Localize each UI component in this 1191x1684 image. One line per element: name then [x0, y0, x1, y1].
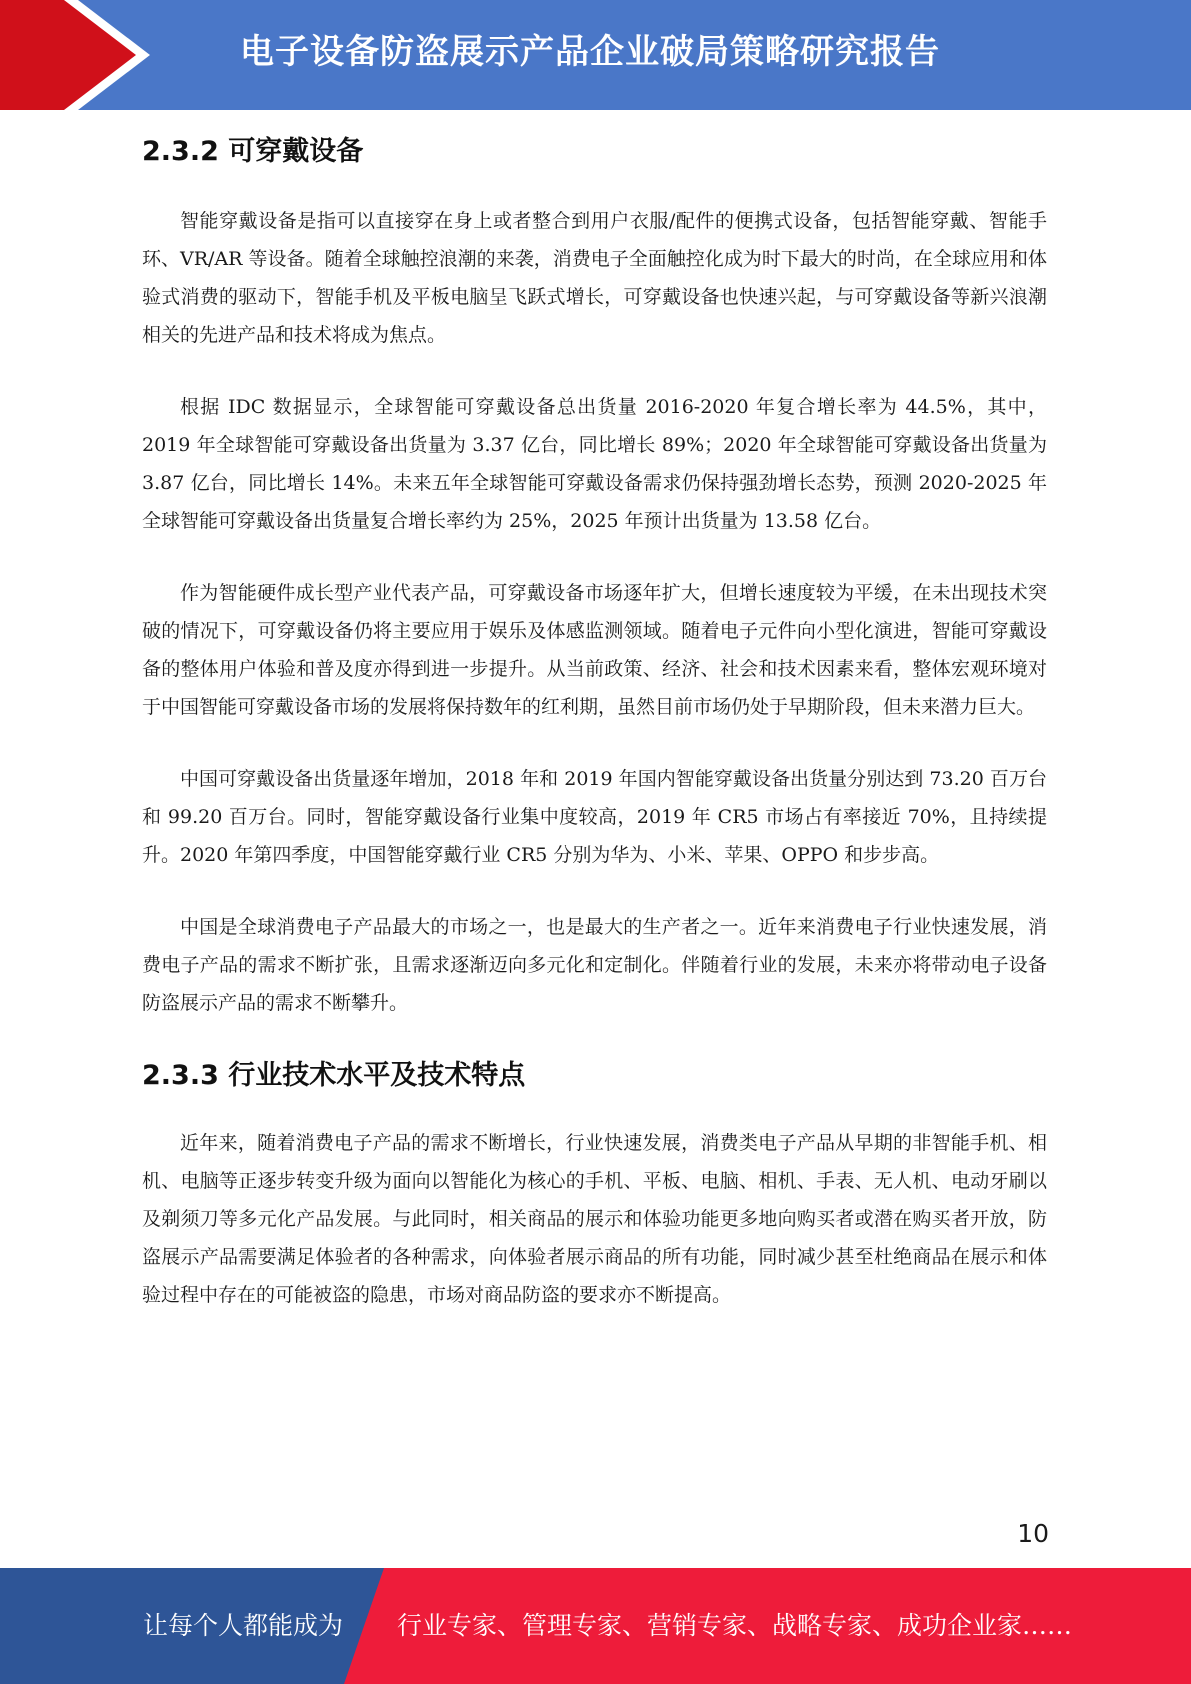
report-title: 电子设备防盗展示产品企业破局策略研究报告 [240, 32, 940, 72]
paragraph: 作为智能硬件成长型产业代表产品，可穿戴设备市场逐年扩大，但增长速度较为平缓，在未出现技术突破的情况下，可穿戴设备仍将主要应用于娱乐及体感监测领域。随着电子元件向小型化演进，智能可穿戴设备的整体用户体验和普及度亦得到进一步提升。从当前政策、经济、社会和技术因素来看，整体宏观环境对于中国智能可穿戴设备市场的发展将保持数年的红利期，虽然目前市场仍处于早期阶段，但未来潜力巨大。 [142, 582, 1047, 718]
section-heading-technology: 2.3.3 行业技术水平及技术特点 [142, 1060, 526, 1091]
section-heading-wearables: 2.3.2 可穿戴设备 [142, 136, 364, 167]
paragraph: 近年来，随着消费电子产品的需求不断增长，行业快速发展，消费类电子产品从早期的非智能手机、相机、电脑等正逐步转变升级为面向以智能化为核心的手机、平板、电脑、相机、手表、无人机、电动牙刷以及剃须刀等多元化产品发展。与此同时，相关商品的展示和体验功能更多地向购买者或潜在购买者开放，防盗展示产品需要满足体验者的各种需求，向体验者展示商品的所有功能，同时减少甚至杜绝商品在展示和体验过程中存在的可能被盗的隐患，市场对商品防盗的要求亦不断提高。 [142, 1132, 1047, 1306]
paragraph: 智能穿戴设备是指可以直接穿在身上或者整合到用户衣服/配件的便携式设备，包括智能穿戴、智能手环、VR/AR 等设备。随着全球触控浪潮的来袭，消费电子全面触控化成为时下最大的时尚，在全球应用和体验式消费的驱动下，智能手机及平板电脑呈飞跃式增长，可穿戴设备也快速兴起，与可穿戴设备等新兴浪潮相关的先进产品和技术将成为焦点。 [142, 210, 1047, 346]
chevron-red-shape [0, 0, 136, 110]
paragraph: 根据 IDC 数据显示，全球智能可穿戴设备总出货量 2016-2020 年复合增长率为 44.5%，其中，2019 年全球智能可穿戴设备出货量为 3.37 亿台，同比增长 89%；2020 年全球智能可穿戴设备出货量为 3.87 亿台，同比增长 14%。未来五年全球智能可穿戴设备需求仍保持强劲增长态势，预测 2020-2025 年全球智能可穿戴设备出货量复合增长率约为 25%，2025 年预计出货量为 13.58 亿台。 [142, 396, 1047, 532]
page-number: 10 [1017, 1519, 1049, 1548]
header-chevron-graphic [0, 0, 170, 110]
page-header [0, 0, 1191, 110]
footer-slogan-left: 让每个人都能成为 [143, 1611, 344, 1640]
main-content [142, 128, 1047, 1348]
footer-slogan-right: 行业专家、管理专家、营销专家、战略专家、成功企业家…… [397, 1611, 1073, 1640]
paragraph: 中国是全球消费电子产品最大的市场之一，也是最大的生产者之一。近年来消费电子行业快速发展，消费电子产品的需求不断扩张，且需求逐渐迈向多元化和定制化。伴随着行业的发展，未来亦将带动电子设备防盗展示产品的需求不断攀升。 [142, 916, 1047, 1014]
page-footer [0, 1568, 1191, 1684]
paragraph: 中国可穿戴设备出货量逐年增加，2018 年和 2019 年国内智能穿戴设备出货量分别达到 73.20 百万台和 99.20 百万台。同时，智能穿戴设备行业集中度较高，2019 年 CR5 市场占有率接近 70%，且持续提升。2020 年第四季度，中国智能穿戴行业 CR5 分别为华为、小米、苹果、OPPO 和步步高。 [142, 768, 1047, 866]
